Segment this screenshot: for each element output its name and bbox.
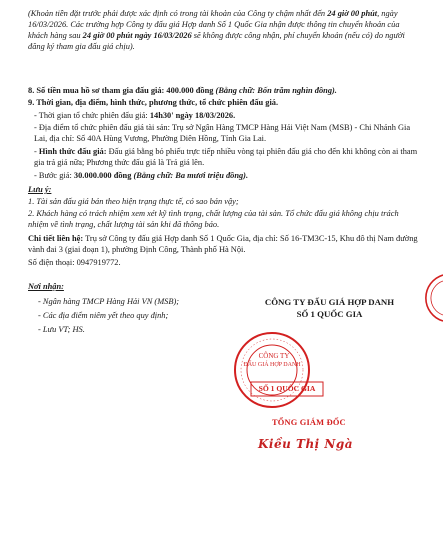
contact-label: Chi tiết liên hệ: xyxy=(28,234,84,243)
auction-time-value: 14h30' ngày 18/03/2026. xyxy=(149,111,236,120)
note-1: 1. Tài sản đấu giá bán theo hiện trạng thực tế, có sao bán vậy; xyxy=(28,197,239,206)
deposit-note xyxy=(28,8,420,52)
recipient-2: - Các địa điểm niêm yết theo quy định; xyxy=(38,311,169,320)
recipient-1: - Ngân hàng TMCP Hàng Hải VN (MSB); xyxy=(38,297,180,306)
recipient-3: - Lưu VT; HS. xyxy=(38,325,85,334)
org-name-line2: SỐ 1 QUỐC GIA xyxy=(296,309,363,319)
bid-step-value: 30.000.000 đồng xyxy=(73,171,132,180)
director-title: TỔNG GIÁM ĐỐC xyxy=(272,418,346,427)
item-8-fee xyxy=(28,85,420,96)
stamp-number-text: SỐ 1 QUỐC GIA xyxy=(258,384,316,393)
auction-form-prefix: - xyxy=(34,147,39,156)
auction-form-label: Hình thức đấu giá: xyxy=(38,147,107,156)
auction-time-prefix: - Thời gian tổ chức phiên đấu giá: xyxy=(34,111,150,120)
org-name-line1: CÔNG TY ĐẤU GIÁ HỢP DANH xyxy=(264,297,395,307)
item-8-words: (Bằng chữ: Bốn trăm nghìn đồng). xyxy=(215,86,337,95)
auction-time xyxy=(34,110,420,121)
contact-phone: Số điện thoại: 0947919772. xyxy=(28,258,121,267)
auction-form xyxy=(34,146,420,168)
signer-name: Kiều Thị Ngà xyxy=(258,437,354,451)
deposit-deadline-2: 24 giờ 00 phút ngày 16/03/2026 xyxy=(82,31,192,40)
bid-step xyxy=(34,170,420,181)
deposit-note-text-a: (Khoản tiền đặt trước phải được xác định có trong tài khoản của Công ty chậm nhất đến xyxy=(28,9,328,18)
contact-text: Trụ sở Công ty đấu giá Hợp danh Số 1 Quốc Gia, địa chỉ: Số 16-TM3C-15, Khu đô thị Nam đường vành đai 3 (giai đoạn 1), phường Định Công, Thành phố Hà Nội. xyxy=(28,234,418,254)
item-8-label: 8. Số tiền mua hồ sơ tham gia đấu giá: 400.000 đồng xyxy=(28,86,216,95)
item-9-heading: 9. Thời gian, địa điểm, hình thức, phương thức, tổ chức phiên đấu giá. xyxy=(28,98,279,107)
seal-company-text: CÔNG TY xyxy=(258,352,290,360)
notes-title: Lưu ý: xyxy=(28,185,52,194)
contact-info xyxy=(28,233,420,255)
bid-step-words: (Bằng chữ: Ba mươi triệu đồng). xyxy=(131,171,249,180)
deposit-deadline: 24 giờ 00 phút xyxy=(327,9,378,18)
recipients-title: Nơi nhận: xyxy=(28,282,64,291)
deposit-note-text-b: , ngày 16/03/2026. Các trường hợp Công ty đấu giá Hợp danh Số 1 Quốc Gia nhận được thông tin chuyển khoản của khách hàng sau xyxy=(28,9,400,40)
edge-seal-fragment-icon xyxy=(416,273,443,323)
deposit-note-text-c: sẽ không được công nhận, phí chuyển khoản (nếu có) do người đăng ký tham gia đấu giá chịu). xyxy=(28,31,405,51)
auction-place: - Địa điểm tổ chức phiên đấu giá tài sản: Trụ sở Ngân Hàng TMCP Hàng Hải Việt Nam (MSB) - Chi Nhánh Gia Lai, địa chỉ: Số 40A Hùng Vương, Phường Diên Hồng, Tỉnh Gia Lai. xyxy=(34,123,411,143)
auction-form-text: Đấu giá bằng bỏ phiếu trực tiếp nhiều vòng tại phiên đấu giá cho đến khi không còn ai tham gia trả giá nữa; Phương thức đấu giá là Trả giá lên. xyxy=(34,147,418,167)
seal-name-text: ĐẤU GIÁ HỢP DANH xyxy=(243,362,301,368)
note-2: 2. Khách hàng có trách nhiệm xem xét kỹ tình trạng, chất lượng của tài sản. Tổ chức đấu giá không chịu trách nhiệm về tình trạng, chất lượng tài sản khi đã thông báo. xyxy=(28,209,399,229)
bid-step-prefix: - Bước giá: xyxy=(34,171,74,180)
